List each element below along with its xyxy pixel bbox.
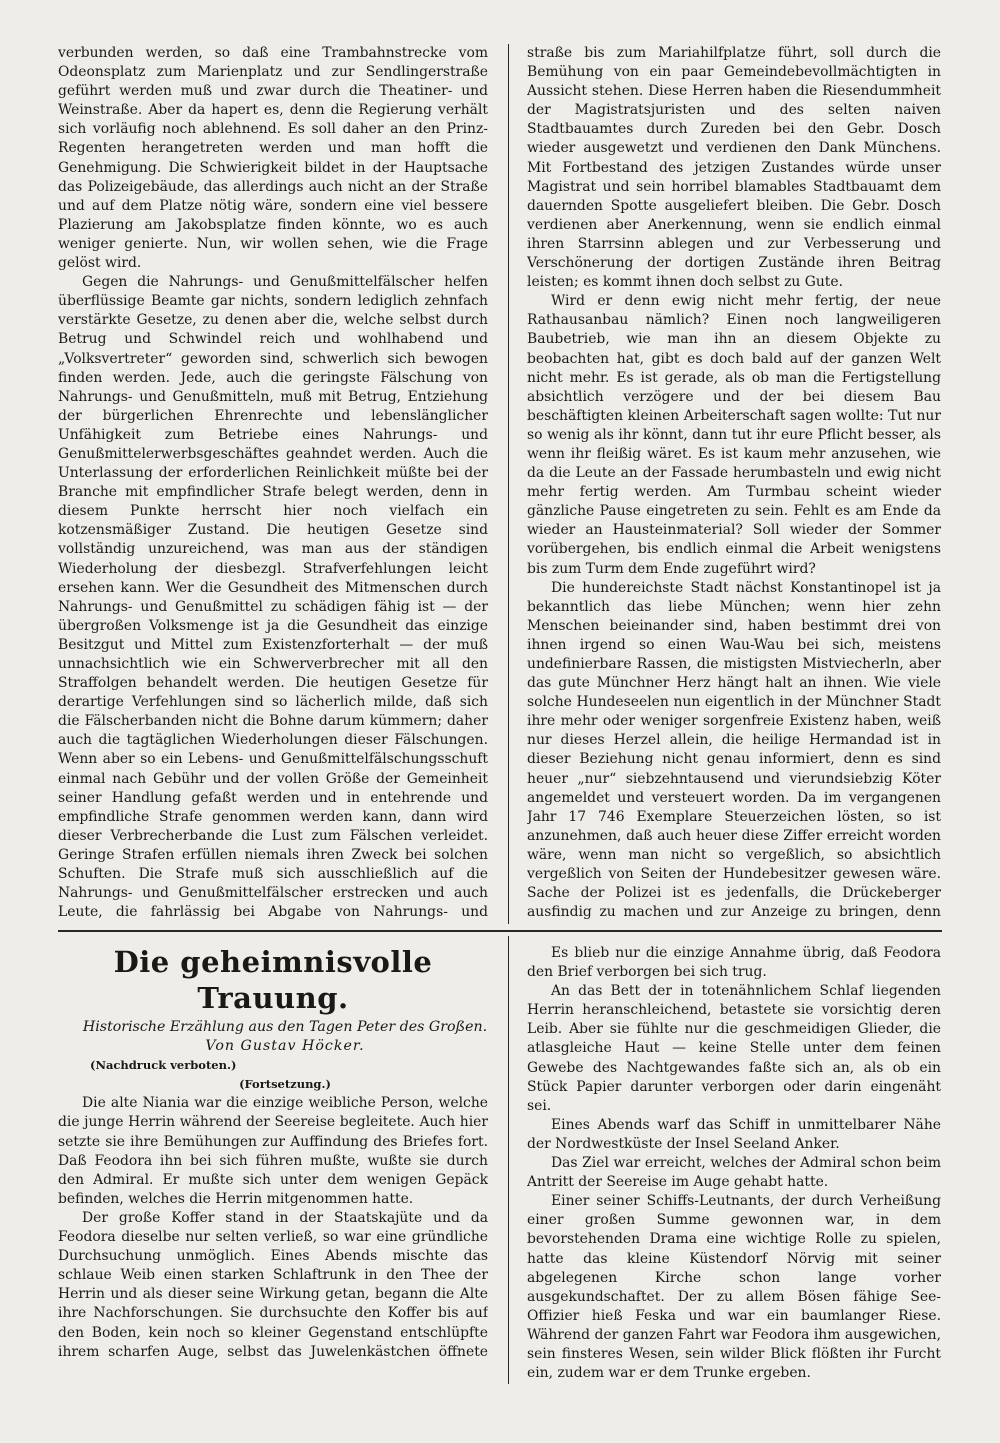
article-column-left — [58, 44, 488, 920]
story-paragraph: Das Ziel war erreicht, welches der Admiral schon beim Antritt der Seereise im Auge gehabt hatte. — [527, 1155, 941, 1191]
article-paragraph: Die hundereichste Stadt nächst Konstantinopel ist ja bekanntlich das liebe München; wenn hier zehn Menschen beieinander sind, haben bestimmt drei von ihnen irgend so einen Wau-Wau bei sich, meistens undefinierbare Rassen, die mistigsten Mistviecherln, aber das gute Münchner Herz hängt halt an ihnen. Wie viele solche Hundeseelen nun eigentlich in der Münchner Stadt ihre mehr oder weniger sorgenfreie Existenz haben, weiß nur dieses Herzel allein, die heilige Hermandad ist in dieser Beziehung nicht genau informiert, denn es sind heuer „nur“ siebzehntausend und vierundsiebzig Köter angemeldet und versteuert worden. Da im vergangenen Jahr 17 746 Exemplare Steuerzeichen lösten, so ist anzunehmen, daß auch heuer diese Ziffer erreicht worden wäre, wenn man nicht so vergeßlich, so absichtlich vergeßlich von Seiten der Hundebesitzer gewesen wäre. Sache der Polizei ist es jedenfalls, die Drückeberger ausfindig zu machen und zur Anzeige zu bringen, denn — [527, 579, 941, 920]
story-subtitle: Historische Erzählung aus den Tagen Peter des Großen. — [82, 1019, 488, 1035]
story-paragraph — [527, 1383, 941, 1384]
story-paragraph: An das Bett der in totenähnlichem Schlaf liegenden Herrin heranschleichend, betastete sie vorsichtig deren Leib. Aber sie fühlte nur die geschmeidigen Glieder, die atlasgleiche Haut — keine Stelle unter dem feinen Gewebe des Nachtgewandes faßte sich an, als ob ein Stück Papier darunter verborgen oder darin eingenäht sei. — [527, 983, 941, 1114]
section-divider — [58, 930, 942, 932]
article-column-right — [527, 44, 941, 920]
story-paragraph: Es blieb nur die einzige Annahme übrig, daß Feodora den Brief verborgen bei sich trug. — [527, 945, 941, 981]
story-paragraph: Eines Abends warf das Schiff in unmittelbarer Nähe der Nordwestküste der Insel Seeland Anker. — [527, 1116, 941, 1152]
story-paragraph: Die alte Niania war die einzige weibliche Person, welche die junge Herrin während der Seereise begleitete. Auch hier setzte sie ihre Bemühungen zur Auffindung des Briefes fort. Daß Feodora ihn bei sich führen mußte, wußte sie durch den Admiral. Er mußte sich unter dem wenigen Gepäck befinden, welches die Herrin mitgenommen hatte. — [58, 1095, 488, 1207]
article-paragraph: Gegen die Nahrungs- und Genußmittelfälscher helfen überflüssige Beamte gar nichts, sondern lediglich zehnfach verstärkte Gesetze, zu denen aber die, welche selbst durch Betrug und Schwindel reich und wohlhabend und „Volksvertreter“ geworden sind, schwerlich sich bewogen finden werden. Jede, auch die geringste Fälschung von Nahrungs- und Genußmitteln, muß mit Betrug, Entziehung der bürgerlichen Ehrenrechte und lebenslänglicher Unfähigkeit zum Betriebe eines Nahrungs- und Genußmittelerwerbsgeschäftes geahndet werden. Auch die Unterlassung der erforderlichen Reinlichkeit müßte bei der Branche mit empfindlicher Strafe belegt werden, denn in diesem Punkte herrscht hier noch vielfach ein kotzensmäßiger Zustand. Die heutigen Gesetze sind vollständig unzureichend, was man aus der ständigen Wiederholung der diesbezgl. Strafverfehlungen leicht ersehen kann. Wer die Gesundheit des Mitmenschen durch Nahrungs- und Genußmittel zu schädigen fähig ist — der übergroßen Volksmenge ist ja die Gesundheit das einzige Besitzgut und Mittel zum Existenzforterhalt — der muß unnachsichtlich wie ein Schwerverbrecher mit all den Straffolgen behandelt werden. Die heutigen Gesetze für derartige Verfehlungen sind so lächerlich milde, daß sich die Fälscherbanden nicht die Bohne darum kümmern; daher auch die tagtäglichen Wiederholungen dieser Fälschungen. Wenn aber so ein Lebens- und Genußmittelfälschungsschuft einmal nach Gebühr und der vollen Größe der Gemeinheit seiner Handlung gefaßt werden und in entehrende und empfindliche Strafe genommen werden kann, dann wird dieser Verbrecherbande die Lust zum Fälschen verleidet. Geringe Strafen erfüllen niemals ihren Zweck bei solchen Schuften. Die Strafe muß sich ausschließlich auf die Nahrungs- und Genußmittelfälscher erstrecken und auch Leute, die fahrlässig bei Abgabe von Nahrungs- und — [58, 274, 488, 920]
story-title: Die geheimnisvolle Trauung. — [113, 945, 433, 1015]
story-column-left — [58, 944, 488, 1364]
story-paragraph: Der große Koffer stand in der Staatskajüte und da Feodora dieselbe nur selten verließ, so war eine gründliche Durchsuchung unmöglich. Eines Abends mischte das schlaue Weib einen starken Schlaftrunk in den Thee der Herrin und als dieser seine Wirkung getan, begann die Alte ihre Nachforschungen. Sie durchsuchte den Koffer bis auf den Boden, kein noch so kleiner Gegenstand entschlüpfte ihrem scharfen Auge, selbst das Juwelenkästchen öffnete — [58, 1209, 488, 1360]
article-paragraph: straße bis zum Mariahilfplatze führt, soll durch die Bemühung von ein paar Gemeindebevollmächtigten in Aussicht stehen. Diese Herren haben die Riesendummheit der Magistratsjuristen und des selten naiven Stadtbauamtes durch Zureden bei den Gebr. Dosch wieder ausgewetzt und verdienen den Dank Münchens. Mit Fortbestand des jetzigen Zustandes würde unser Magistrat und sein horribel blamables Stadtbauamt dem dauernden Spotte ausgeliefert bleiben. Die Gebr. Dosch verdienen aber Anerkennung, wenn sie endlich einmal ihren Starrsinn ablegen und zur Verbesserung und Verschönerung der dortigen Zustände ihren Beitrag leisten; es kommt ihnen doch selbst zu Gute. — [527, 45, 941, 291]
continuation-note: (Fortsetzung.) — [239, 1077, 331, 1092]
column-divider — [508, 936, 509, 1384]
story-paragraph: Einer seiner Schiffs-Leutnants, der durch Verheißung einer großen Summe gewonnen war, in dem bevorstehenden Drama eine wichtige Rolle zu spielen, hatte das kleine Küstendorf Nörvig mit seiner abgelegenen Kirche schon lange vorher ausgekundschaftet. Der zu allem Bösen fähige See-Offizier hieß Feska und war ein baumlanger Riese. Während der ganzen Fahrt war Feodora ihm ausgewichen, sein finsteres Wesen, sein wilder Blick flößten ihr Furcht ein, zudem war er dem Trunke ergeben. — [527, 1193, 941, 1382]
article-paragraph: Wird er denn ewig nicht mehr fertig, der neue Rathausanbau nämlich? Einen noch langweiligeren Baubetrieb, wie man ihn an diesem Objekte zu beobachten hat, gibt es doch bald auf der ganzen Welt nicht mehr. Es ist gerade, als ob man die Fertigstellung absichtlich verzögere und der bei diesem Bau beschäftigten kleinen Arbeiterschaft sagen wollte: Tut nur so wenig als ihr könnt, dann tut ihr eure Pflicht besser, als wenn ihr fleißig wäret. Es ist kaum mehr anzusehen, wie da die Leute an der Fassade herumbasteln und ewig nicht mehr fertig werden. Am Turmbau scheint wieder gänzliche Pause eingetreten zu sein. Fehlt es am Ende da wieder an Hausteinmaterial? Soll wieder der Sommer vorübergehen, bis endlich einmal die Arbeit wenigstens bis zum Turm dem Ende zugeführt wird? — [527, 293, 941, 577]
reprint-note: (Nachdruck verboten.) — [90, 1058, 237, 1073]
article-paragraph: verbunden werden, so daß eine Trambahnstrecke vom Odeonsplatz zum Marienplatz und zur Sendlingerstraße geführt werden muß und zwar durch die Theatiner- und Weinstraße. Aber da hapert es, denn die Regierung verhält sich vorläufig noch ablehnend. Es soll daher an den Prinz-Regenten herangetreten werden und man hofft die Genehmigung. Die Schwierigkeit bildet in der Hauptsache das Polizeigebäude, das allerdings auch nicht an der Straße und auf dem Platze nötig wäre, sondern eine viel bessere Plazierung am Jakobsplatze finden könnte, wo es auch weniger genierte. Nun, wir wollen sehen, wie die Frage gelöst wird. — [58, 45, 488, 272]
story-column-right — [527, 944, 941, 1384]
column-divider — [508, 44, 509, 924]
story-author: Von Gustav Höcker. — [205, 1038, 365, 1055]
